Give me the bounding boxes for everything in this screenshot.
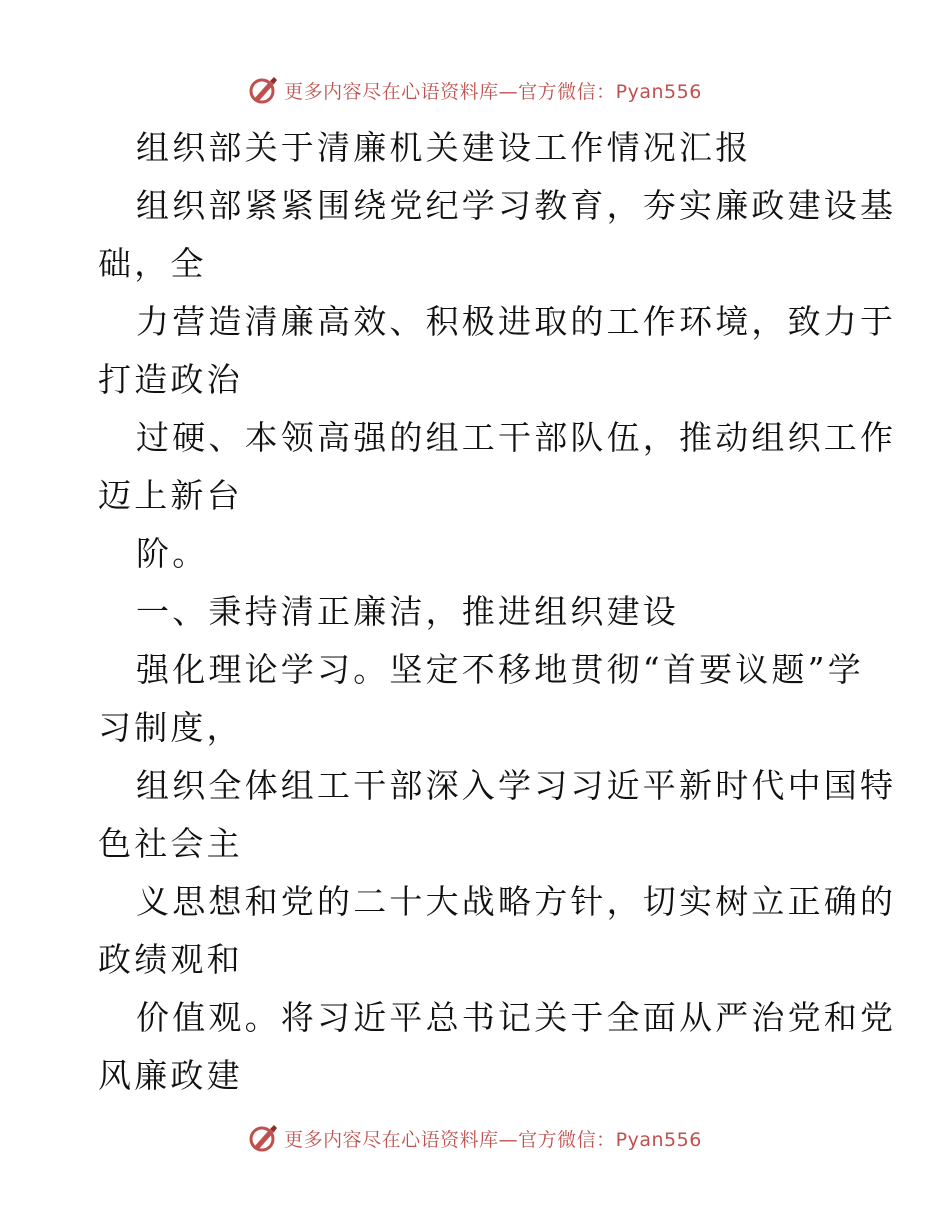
document-title: 组织部关于清廉机关建设工作情况汇报 (136, 128, 752, 167)
paragraph-line: 风廉政建 (98, 1056, 243, 1095)
paragraph-line: 义思想和党的二十大战略方针，切实树立正确的 (136, 882, 897, 921)
paragraph-line: 组织全体组工干部深入学习习近平新时代中国特 (136, 766, 897, 805)
paragraph-line: 阶。 (136, 534, 209, 573)
paragraph-line: 础，全 (98, 244, 207, 283)
paragraph-line: 习制度， (98, 708, 243, 747)
footer-watermark-banner (0, 1118, 950, 1158)
paragraph-line: 力营造清廉高效、积极进取的工作环境，致力于 (136, 302, 897, 341)
paragraph-line: 色社会主 (98, 824, 243, 863)
footer-watermark-text: 更多内容尽在心语资料库—官方微信：Pyan556 (284, 1128, 702, 1151)
section-heading: 一、秉持清正廉洁，推进组织建设 (136, 592, 679, 631)
paragraph-line: 政绩观和 (98, 940, 243, 979)
paragraph-line: 价值观。将习近平总书记关于全面从严治党和党 (136, 998, 897, 1037)
paragraph-line: 打造政治 (98, 360, 243, 399)
paragraph-line: 迈上新台 (98, 476, 243, 515)
header-watermark-banner (0, 70, 950, 110)
pen-logo-icon (248, 75, 278, 105)
header-watermark-text: 更多内容尽在心语资料库—官方微信：Pyan556 (284, 80, 702, 103)
paragraph-line: 强化理论学习。坚定不移地贯彻“首要议题”学 (136, 650, 864, 689)
paragraph-line: 组织部紧紧围绕党纪学习教育，夯实廉政建设基 (136, 186, 897, 225)
paragraph-line: 过硬、本领高强的组工干部队伍，推动组织工作 (136, 418, 897, 457)
pen-logo-icon (248, 1123, 278, 1153)
